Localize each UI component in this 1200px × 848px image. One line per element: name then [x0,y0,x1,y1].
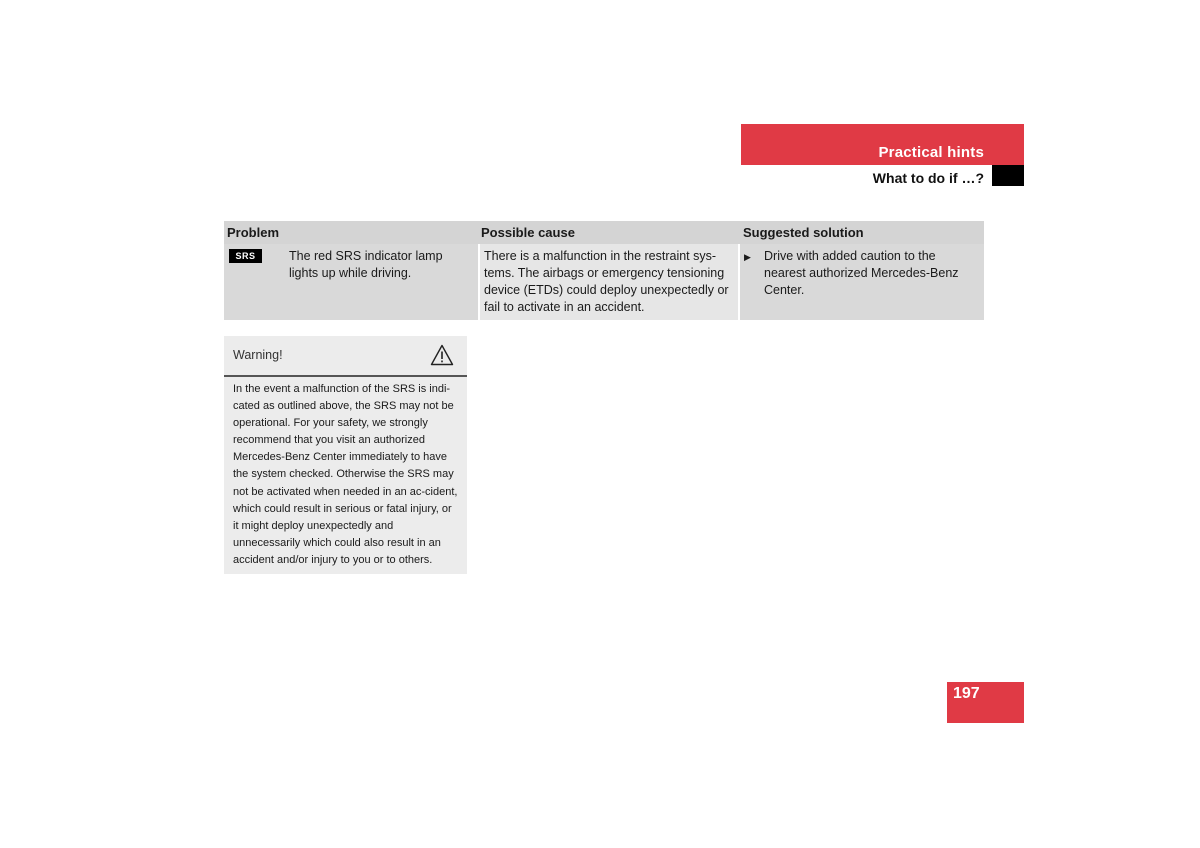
table-header-row [224,221,984,244]
subsection-title: What to do if …? [872,170,984,186]
header-possible-cause: Possible cause [481,225,575,240]
solution-cell [740,244,984,320]
subsection-marker-block [992,165,1024,186]
warning-title: Warning! [233,348,283,362]
page-number-box [947,682,1024,723]
header-suggested-solution: Suggested solution [743,225,864,240]
problem-text: The red SRS indicator lamp lights up while driving. [289,249,443,280]
problem-cell [224,244,478,320]
section-header-bar [741,124,1024,165]
warning-triangle-icon [430,344,454,371]
troubleshooting-table [224,221,984,320]
bullet-arrow-icon: ▶ [744,252,751,262]
warning-text: In the event a malfunction of the SRS is indi-cated as outlined above, the SRS may not be operational. For your safety, we strongly recommend that you visit an authorized Mercedes-Benz Center immediately to have the system checked. Otherwise the SRS may not be activated when needed in an ac-cident, which could result in serious or fatal injury, or it might deploy unexpectedly and unnecessarily which could also result in an accident and/or injury to you or to others. [233,383,458,566]
section-title: Practical hints [878,144,984,161]
warning-box [224,336,467,574]
subsection-header [741,165,1024,186]
table-row [224,244,984,320]
solution-text: Drive with added caution to the nearest authorized Mercedes-Benz Center. [764,249,959,297]
srs-indicator-icon: SRS [229,249,262,263]
header-problem: Problem [227,225,280,240]
cause-cell [478,244,740,320]
cause-text: There is a malfunction in the restraint sys-tems. The airbags or emergency tensioning device (ETDs) could deploy unexpectedly or fail to activate in an accident. [484,249,729,314]
warning-header [224,336,467,377]
page-number: 197 [953,685,980,702]
